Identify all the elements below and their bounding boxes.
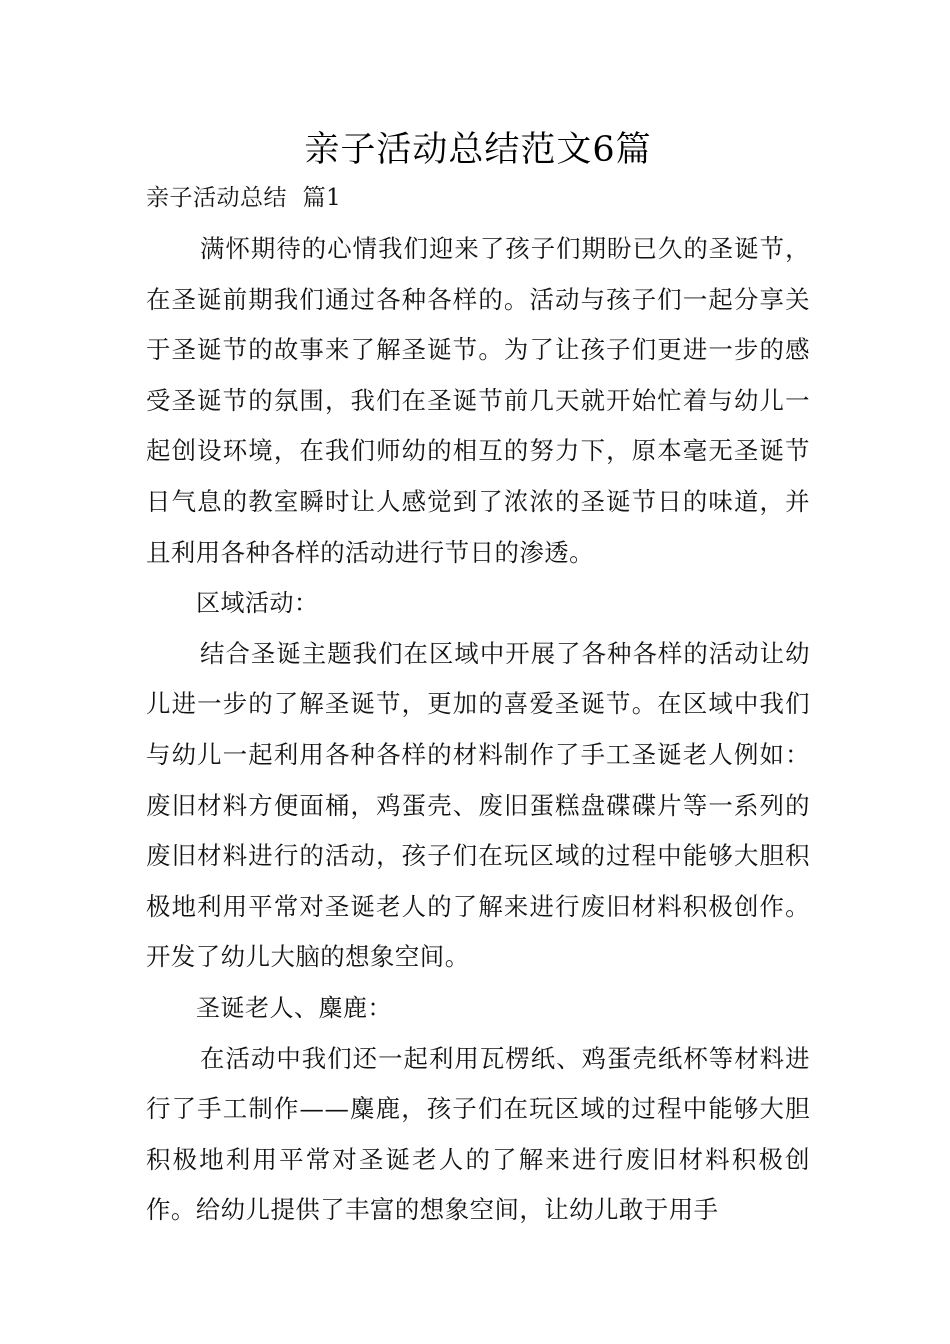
section-heading: 亲子活动总结 篇1 [146, 185, 342, 211]
paragraph: 在活动中我们还一起利用瓦楞纸、鸡蛋壳纸杯等材料进行了手工制作——麋鹿，孩子们在玩区域的过程中能够大胆积极地利用平常对圣诞老人的了解来进行废旧材料积极创作。给幼儿提供了丰富的想象空间，让幼儿敢于用手 [146, 1043, 810, 1225]
subheading: 区域活动： [196, 589, 319, 618]
subheading: 圣诞老人、麋鹿： [196, 993, 392, 1022]
paragraph: 结合圣诞主题我们在区域中开展了各种各样的活动让幼儿进一步的了解圣诞节，更加的喜爱圣诞节。在区域中我们与幼儿一起利用各种各样的材料制作了手工圣诞老人例如：废旧材料方便面桶，鸡蛋壳、废旧蛋糕盘碟碟片等一系列的废旧材料进行的活动，孩子们在玩区域的过程中能够大胆积极地利用平常对圣诞老人的了解来进行废旧材料积极创作。开发了幼儿大脑的想象空间。 [146, 638, 810, 972]
paragraph: 满怀期待的心情我们迎来了孩子们期盼已久的圣诞节，在圣诞前期我们通过各种各样的。活动与孩子们一起分享关于圣诞节的故事来了解圣诞节。为了让孩子们更进一步的感受圣诞节的氛围，我们在圣诞节前几天就开始忙着与幼儿一起创设环境，在我们师幼的相互的努力下，原本毫无圣诞节日气息的教室瞬时让人感觉到了浓浓的圣诞节日的味道，并且利用各种各样的活动进行节日的渗透。 [146, 234, 810, 567]
document-title: 亲子活动总结范文6篇 [304, 130, 652, 170]
